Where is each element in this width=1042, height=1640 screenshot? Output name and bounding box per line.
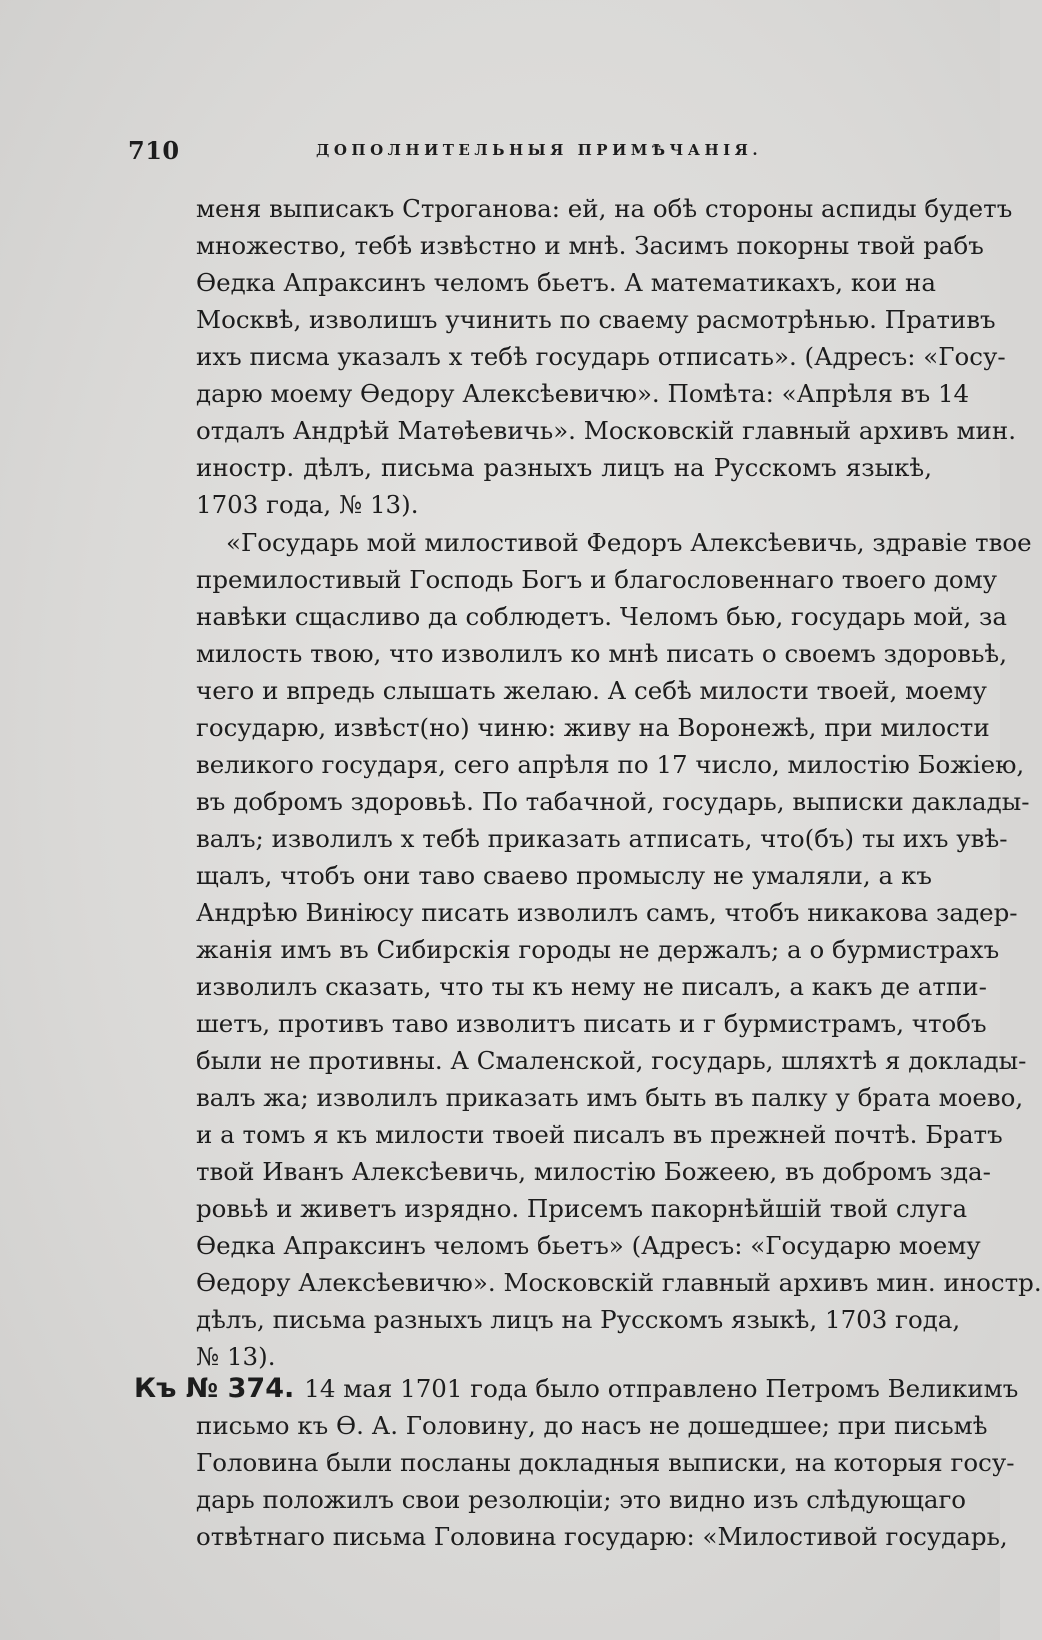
text-line: дѣлъ, письма разныхъ лицъ на Русскомъ языкѣ, 1703 года, (196, 1305, 961, 1334)
text-line: чего и впредь слышать желаю. А себѣ милости твоей, моему (196, 676, 987, 705)
text-line: № 13). (196, 1342, 276, 1371)
text-line: жанія имъ въ Сибирскія городы не держалъ; а о бурмистрахъ (196, 935, 1000, 964)
text-line: ровьѣ и живетъ изрядно. Присемъ пакорнѣйшій твой слуга (196, 1194, 968, 1223)
text-line: 1703 года, № 13). (196, 490, 419, 519)
text-line: великого государя, сего апрѣля по 17 число, милостію Божіею, (196, 750, 1025, 779)
running-head (128, 136, 768, 170)
text-line: государю, извѣст(но) чиню: живу на Воронежѣ, при милости (196, 713, 990, 742)
text-line: изволилъ сказать, что ты къ нему не писалъ, а какъ де атпи- (196, 972, 987, 1001)
section-title: ДОПОЛНИТЕЛЬНЫЯ ПРИМѢЧАНІЯ. (316, 141, 763, 159)
text-line: множество, тебѣ извѣстно и мнѣ. Засимъ покорны твой рабъ (196, 231, 984, 260)
text-line: меня выписакъ Строганова: ей, на обѣ стороны аспиды будетъ (196, 194, 1013, 223)
text-line: отвѣтнаго письма Головина государю: «Милостивой государь, (196, 1522, 1008, 1551)
paragraph-note-374 (134, 1370, 1019, 1555)
text-line: Ѳедору Алексѣевичю». Московскій главный архивъ мин. иностр. (196, 1268, 1042, 1297)
text-line: ихъ писма указалъ х тебѣ государь отписать». (Адресъ: «Госу- (196, 342, 1006, 371)
text-line: щалъ, чтобъ они таво сваево промыслу не умаляли, а къ (196, 861, 932, 890)
text-line: шетъ, противъ таво изволитъ писать и г бурмистрамъ, чтобъ (196, 1009, 987, 1038)
text-line: дарь положилъ свои резолюціи; это видно изъ слѣдующаго (196, 1485, 967, 1514)
text-line: иностр. дѣлъ, письма разныхъ лицъ на Русскомъ языкѣ, (196, 453, 932, 482)
text-line: были не противны. А Смаленской, государь, шляхтѣ я доклады- (196, 1046, 1027, 1075)
note-reference-label: Къ № 374. (134, 1373, 295, 1404)
text-line: милость твою, что изволилъ ко мнѣ писать о своемъ здоровьѣ, (196, 639, 1007, 668)
text-line: и а томъ я къ милости твоей писалъ въ прежней почтѣ. Братъ (196, 1120, 1003, 1149)
text-line: «Государь мой милостивой Федоръ Алексѣевичь, здравіе твое (226, 528, 1032, 557)
text-line: навѣки сщасливо да соблюдетъ. Челомъ бью, государь мой, за (196, 602, 1007, 631)
text-line: Москвѣ, изволишъ учинить по сваему расмотрѣнью. Пративъ (196, 305, 996, 334)
text-line: письмо къ Ѳ. А. Головину, до насъ не дошедшее; при письмѣ (196, 1411, 988, 1440)
text-line: премилостивый Господь Богъ и благословеннаго твоего дому (196, 565, 998, 594)
text-line: Ѳедка Апраксинъ челомъ бьетъ» (Адресъ: «Государю моему (196, 1231, 981, 1260)
text-line: 14 мая 1701 года было отправлено Петромъ Великимъ (304, 1374, 1019, 1403)
text-line: Головина были посланы докладныя выписки, на которыя госу- (196, 1448, 1015, 1477)
paragraph-continuation (196, 190, 1017, 523)
paragraph-letter (196, 524, 1042, 1375)
text-line: твой Иванъ Алексѣевичь, милостію Божеею, въ добромъ зда- (196, 1157, 991, 1186)
text-line: Андрѣю Виніюсу писать изволилъ самъ, чтобъ никакова задер- (196, 898, 1018, 927)
text-line: Ѳедка Апраксинъ челомъ бьетъ. А математикахъ, кои на (196, 268, 936, 297)
text-line: валъ; изволилъ х тебѣ приказать атписать, что(бъ) ты ихъ увѣ- (196, 824, 1008, 853)
text-line: отдалъ Андрѣй Матѳѣевичь». Московскій главный архивъ мин. (196, 416, 1017, 445)
page-number: 710 (128, 136, 180, 165)
note-heading-line (134, 1370, 1019, 1407)
text-line: валъ жа; изволилъ приказать имъ быть въ палку у брата моево, (196, 1083, 1024, 1112)
text-line: дарю моему Ѳедору Алексѣевичю». Помѣта: «Апрѣля въ 14 (196, 379, 970, 408)
text-line: въ добромъ здоровьѣ. По табачной, государь, выписки даклады- (196, 787, 1030, 816)
